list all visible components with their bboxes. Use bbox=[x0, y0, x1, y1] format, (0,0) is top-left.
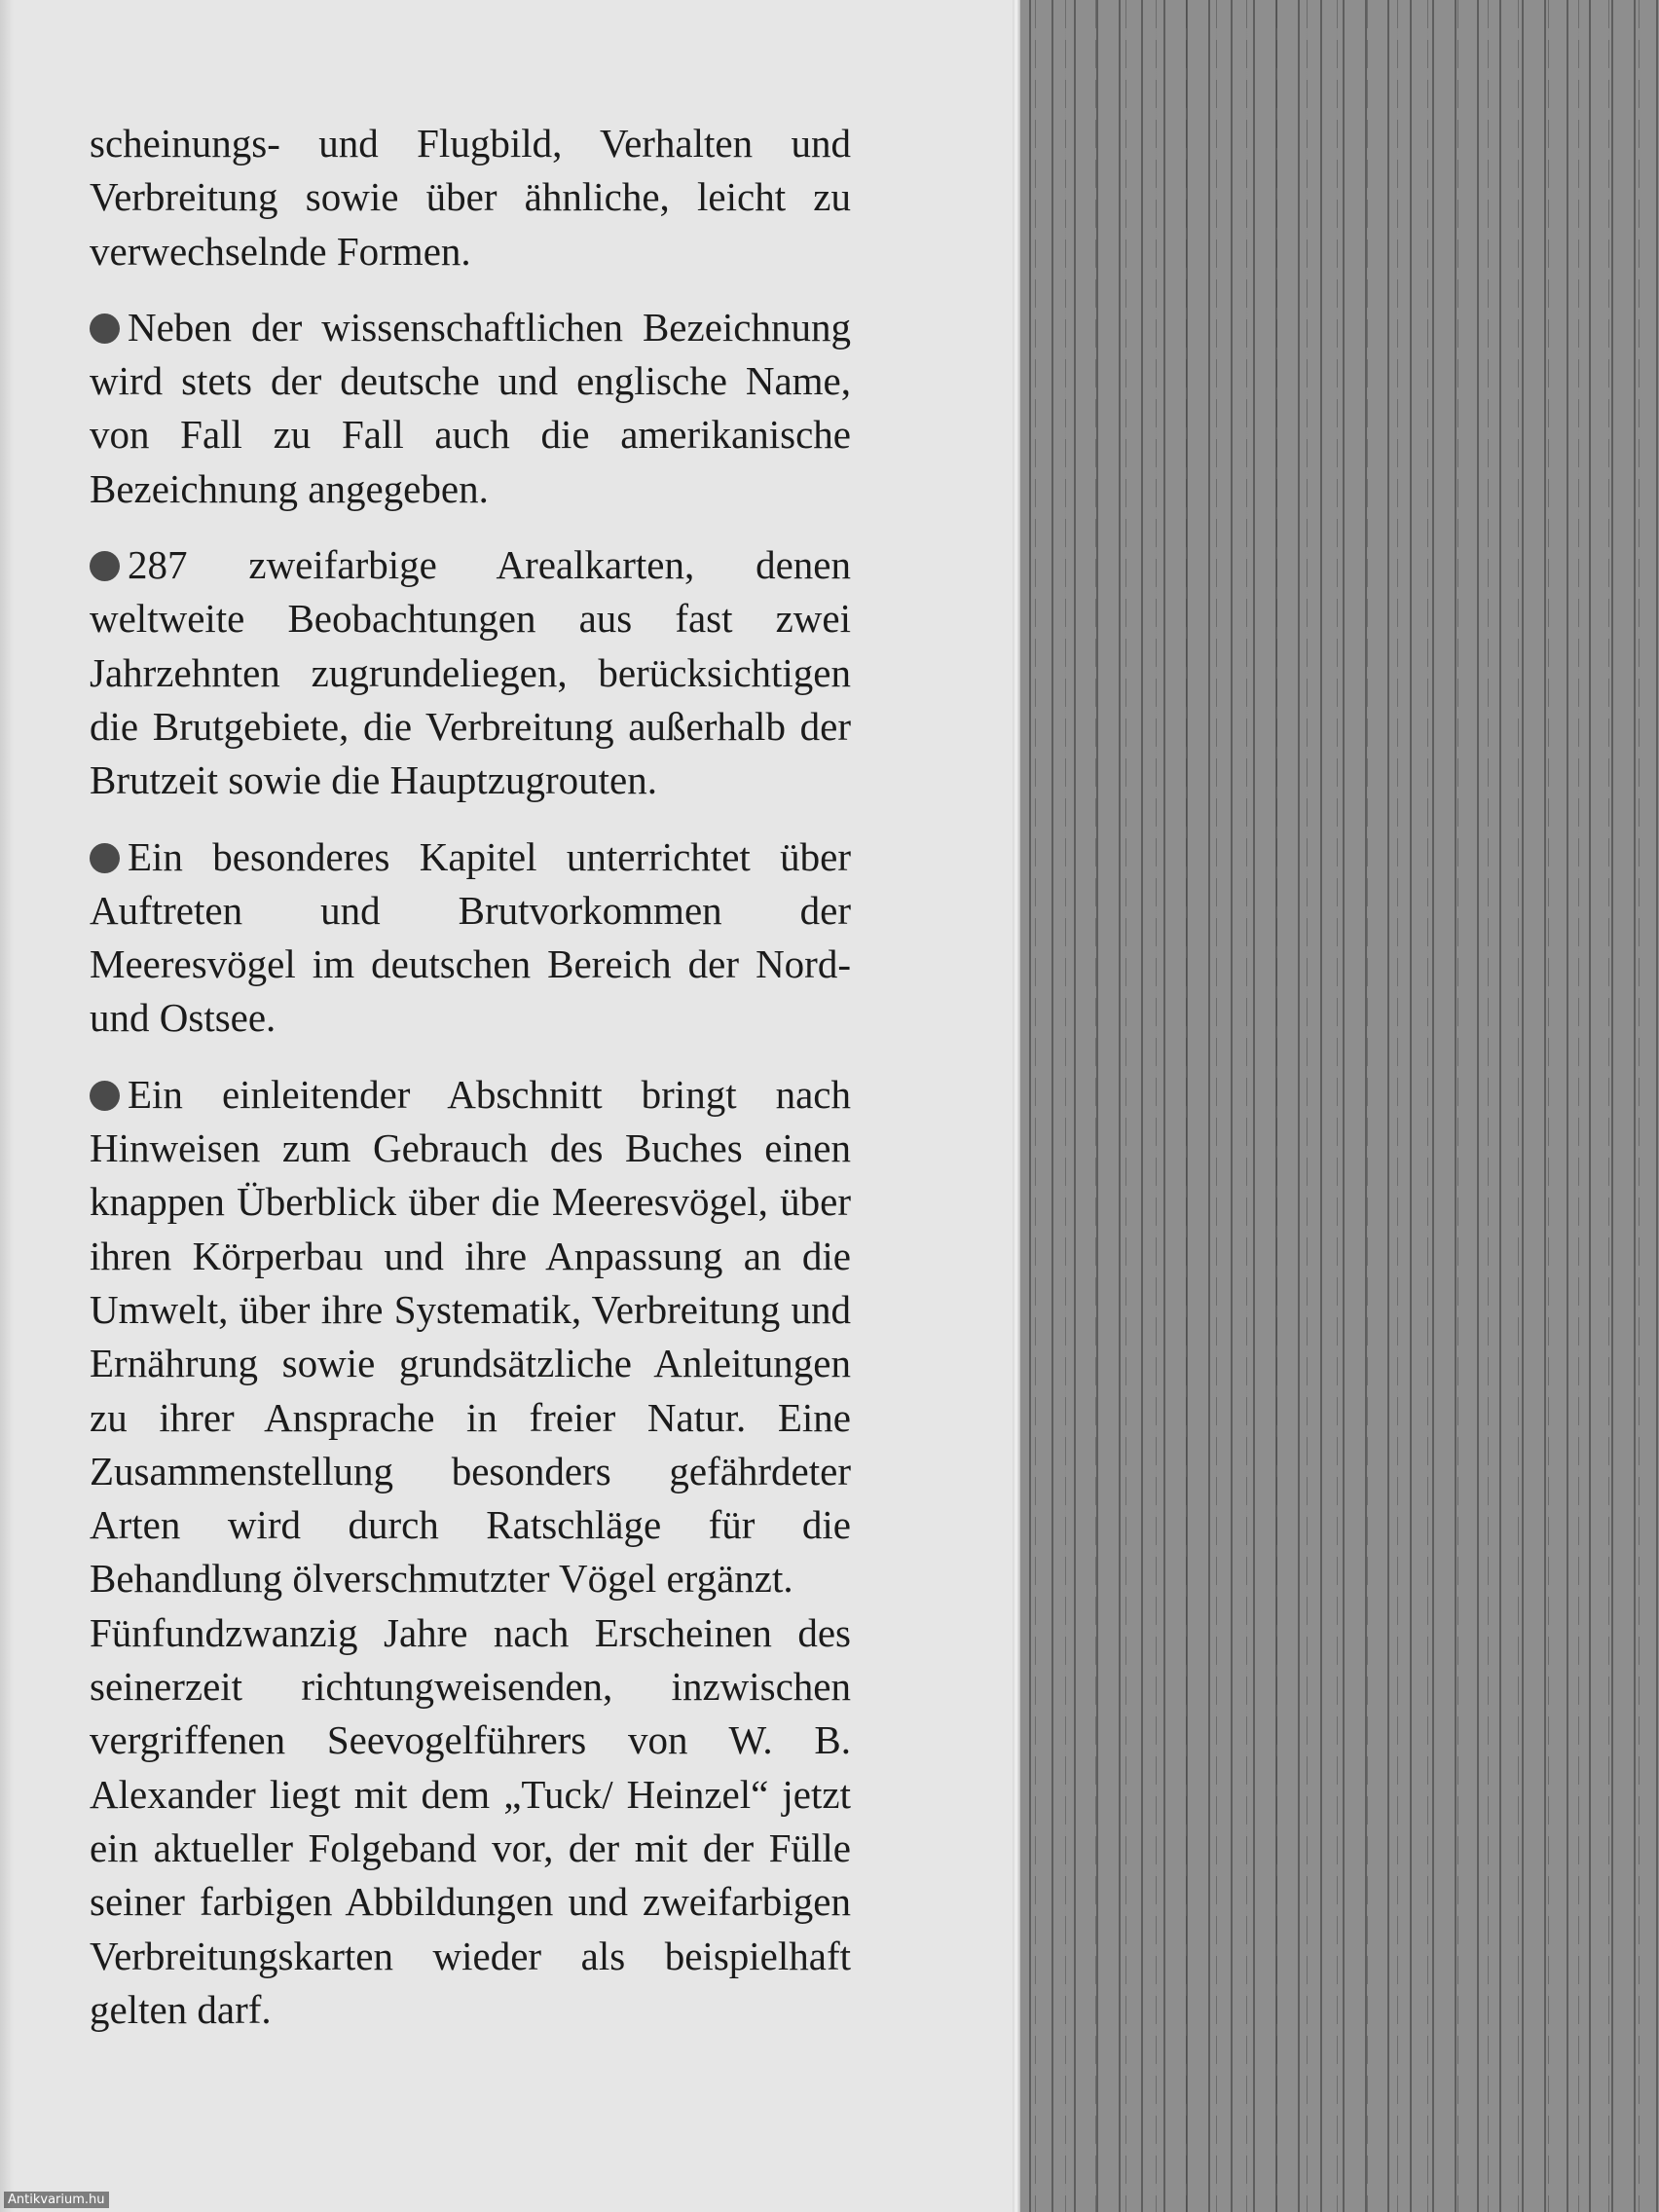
paragraph-2-text: Neben der wissenschaftlichen Bezeichnung wird stets der deutsche und englische Name, von Fall zu Fall auch die amerikanische Bezeichnung angegeben. bbox=[90, 304, 851, 511]
bullet-dot-icon bbox=[90, 551, 120, 581]
paragraph-3-text: 287 zweifarbige Arealkarten, denen weltweite Beobachtungen aus fast zwei Jahrzehnten zugrundeliegen, berücksichtigen die Brutgebiete, die Verbreitung außerhalb der Brutzeit sowie die Hauptzugrouten. bbox=[90, 542, 851, 803]
watermark: Antikvarium.hu bbox=[4, 2192, 109, 2208]
paragraph-5 bbox=[90, 1068, 851, 1606]
text-column bbox=[90, 117, 851, 2059]
paragraph-3 bbox=[90, 538, 851, 807]
bullet-dot-icon bbox=[90, 843, 120, 873]
paragraph-2 bbox=[90, 301, 851, 516]
paragraph-6 bbox=[90, 1606, 851, 2037]
paragraph-1 bbox=[90, 117, 851, 278]
bullet-dot-icon bbox=[90, 313, 120, 344]
paragraph-1-text: scheinungs- und Flugbild, Verhalten und Verbreitung sowie über ähnliche, leicht zu verwechselnde Formen. bbox=[90, 121, 851, 274]
paragraph-5-text: Ein einleitender Abschnitt bringt nach Hinweisen zum Gebrauch des Buches einen knappen Überblick über die Meeresvögel, über ihren Körperbau und ihre Anpassung an die Umwelt, über ihre Systematik, Verbreitung und Ernährung sowie grundsätzliche Anleitungen zu ihrer Ansprache in freier Natur. Eine Zusammenstellung besonders gefährdeter Arten wird durch Ratschläge für die Behandlung ölverschmutzter Vögel ergänzt. bbox=[90, 1071, 851, 1602]
book-spine-edge bbox=[1013, 0, 1020, 2212]
paragraph-4-text: Ein besonderes Kapitel unterrichtet über Auftreten und Brutvorkommen der Meeresvögel im deutschen Bereich der Nord- und Ostsee. bbox=[90, 833, 851, 1041]
textured-cover bbox=[1020, 0, 1659, 2212]
page-edge bbox=[0, 0, 14, 2212]
paragraph-4 bbox=[90, 830, 851, 1046]
paragraph-6-text: Fünfundzwanzig Jahre nach Erscheinen des seinerzeit richtungweisenden, inzwischen vergriffenen Seevogelführers von W. B. Alexander liegt mit dem „Tuck/ Heinzel“ jetzt ein aktueller Folgeband vor, der mit der Fülle seiner farbigen Abbildungen und zweifarbigen Verbreitungskarten wieder als beispielhaft gelten darf. bbox=[90, 1609, 851, 2032]
bullet-dot-icon bbox=[90, 1081, 120, 1111]
